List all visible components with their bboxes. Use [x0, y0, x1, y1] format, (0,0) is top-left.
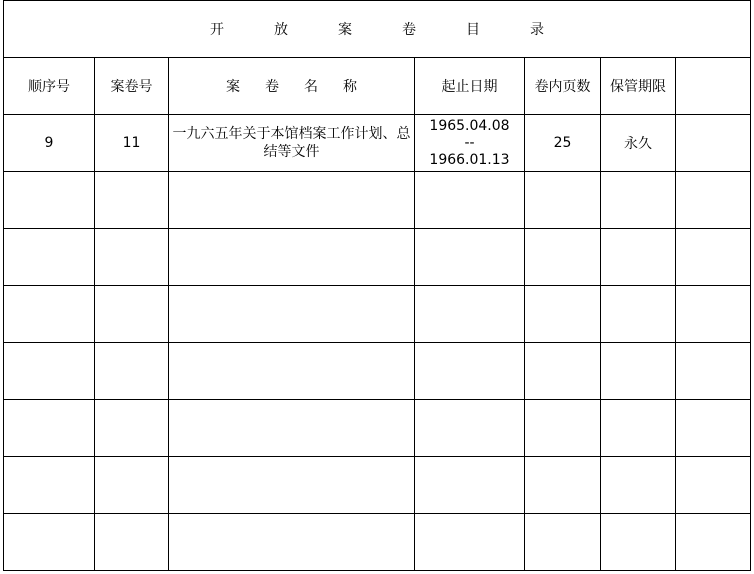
table-cell	[169, 343, 415, 400]
cell-retention-period: 永久	[601, 115, 676, 172]
header-sequence: 顺序号	[4, 58, 95, 115]
table-cell	[415, 229, 525, 286]
table-cell	[169, 514, 415, 571]
table-cell	[4, 286, 95, 343]
table-cell	[95, 457, 169, 514]
page-title: 开放案卷目录	[210, 22, 595, 38]
header-file-name	[169, 58, 415, 115]
table-cell	[4, 514, 95, 571]
table-cell	[95, 514, 169, 571]
table-cell	[525, 457, 601, 514]
header-file-name-label: 案卷名称	[226, 79, 382, 95]
header-page-count: 卷内页数	[525, 58, 601, 115]
header-empty	[676, 58, 751, 115]
table-cell	[4, 457, 95, 514]
table-cell	[169, 286, 415, 343]
table-cell	[169, 172, 415, 229]
table-cell	[415, 400, 525, 457]
table-cell	[415, 343, 525, 400]
table-cell	[95, 400, 169, 457]
table-cell	[525, 286, 601, 343]
table-cell	[676, 115, 751, 172]
table-cell	[601, 400, 676, 457]
table-cell	[676, 172, 751, 229]
table-row	[4, 457, 751, 514]
table-cell	[4, 343, 95, 400]
table-row	[4, 229, 751, 286]
table-cell	[601, 229, 676, 286]
table-cell	[415, 172, 525, 229]
table-cell	[525, 172, 601, 229]
table-cell	[95, 286, 169, 343]
table-row	[4, 286, 751, 343]
date-end: 1966.01.13	[429, 151, 510, 168]
table-header-row	[4, 58, 751, 115]
table-cell	[601, 457, 676, 514]
table-cell	[169, 400, 415, 457]
table-cell	[525, 514, 601, 571]
table-cell	[676, 400, 751, 457]
title-cell	[4, 1, 751, 58]
cell-file-name: 一九六五年关于本馆档案工作计划、总结等文件	[169, 115, 415, 172]
table-cell	[4, 400, 95, 457]
cell-file-number: 11	[95, 115, 169, 172]
table-cell	[676, 343, 751, 400]
table-cell	[676, 514, 751, 571]
table-cell	[415, 286, 525, 343]
table-cell	[676, 286, 751, 343]
catalog-sheet	[3, 0, 751, 571]
catalog-table	[3, 0, 751, 571]
header-retention-period: 保管期限	[601, 58, 676, 115]
cell-date-range	[415, 115, 525, 172]
table-cell	[601, 343, 676, 400]
header-file-number: 案卷号	[95, 58, 169, 115]
table-cell	[676, 457, 751, 514]
table-cell	[4, 172, 95, 229]
cell-page-count: 25	[525, 115, 601, 172]
table-cell	[169, 457, 415, 514]
table-cell	[4, 229, 95, 286]
table-row	[4, 172, 751, 229]
table-row	[4, 514, 751, 571]
cell-sequence: 9	[4, 115, 95, 172]
table-cell	[415, 457, 525, 514]
table-cell	[601, 514, 676, 571]
table-cell	[525, 229, 601, 286]
header-date-range: 起止日期	[415, 58, 525, 115]
table-cell	[415, 514, 525, 571]
table-row	[4, 115, 751, 172]
table-cell	[169, 229, 415, 286]
date-start: 1965.04.08	[429, 117, 510, 134]
date-separator: --	[464, 134, 475, 151]
table-row	[4, 343, 751, 400]
table-cell	[95, 343, 169, 400]
table-cell	[676, 229, 751, 286]
table-cell	[525, 400, 601, 457]
table-cell	[95, 172, 169, 229]
table-cell	[601, 172, 676, 229]
table-cell	[601, 286, 676, 343]
title-row	[4, 1, 751, 58]
table-row	[4, 400, 751, 457]
table-cell	[95, 229, 169, 286]
table-cell	[525, 343, 601, 400]
